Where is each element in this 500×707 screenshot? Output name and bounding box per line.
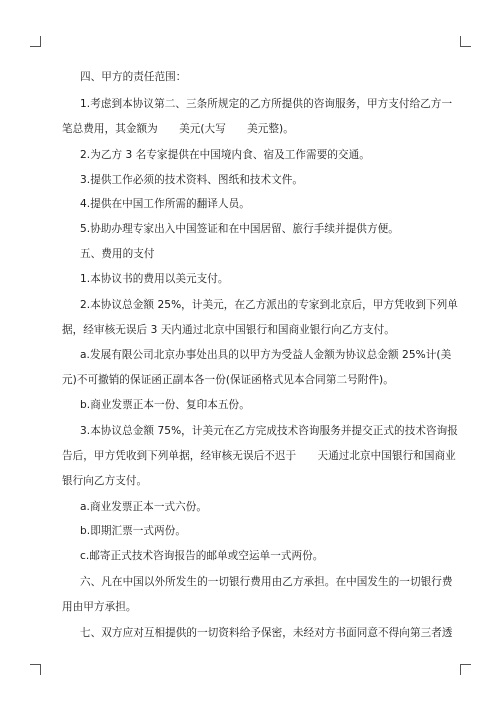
paragraph-line: 用由甲方承担。 xyxy=(62,601,137,613)
paragraph-line: 银行向乙方支付。 xyxy=(62,475,148,487)
crop-mark-top-right xyxy=(460,36,471,47)
paragraph-line: 2.为乙方 3 名专家提供在中国境内食、宿及工作需要的交通。 xyxy=(80,149,370,161)
section-heading-4: 四、甲方的责任范围： xyxy=(80,71,187,83)
paragraph-line: c.邮寄正式技术咨询报告的邮单或空运单一式两份。 xyxy=(80,550,324,562)
paragraph-line: b.商业发票正本一份、复印本五份。 xyxy=(80,399,250,411)
paragraph-line: 笔总费用，其金额为 美元(大写 美元整)。 xyxy=(62,123,294,135)
section-heading-5: 五、费用的支付 xyxy=(80,248,155,260)
paragraph-line: 1.本协议书的费用以美元支付。 xyxy=(80,273,229,285)
paragraph-line: 告后，甲方凭收到下列单据，经审核无误后不迟于 天通过北京中国银行和国商业 xyxy=(62,450,456,462)
crop-mark-bottom-left xyxy=(30,664,41,675)
crop-mark-bottom-right xyxy=(460,664,471,675)
paragraph-line: 5.协助办理专家出入中国签证和在中国居留、旅行手续并提供方便。 xyxy=(80,223,399,235)
section-heading-6: 六、凡在中国以外所发生的一切银行费用由乙方承担。在中国发生的一切银行费 xyxy=(80,576,453,588)
crop-mark-top-left xyxy=(30,36,41,47)
paragraph-line: a.商业发票正本一式六份。 xyxy=(80,501,208,513)
paragraph-line: 1.考虑到本协议第二、三条所规定的乙方所提供的咨询服务，甲方支付给乙方一 xyxy=(80,98,453,110)
paragraph-line: b.即期汇票一式两份。 xyxy=(80,525,186,537)
paragraph-line: a.发展有限公司北京办事处出具的以甲方为受益人金额为协议总金额 25%计(美 xyxy=(80,349,452,361)
section-heading-7: 七、双方应对互相提供的一切资料给予保密，未经对方书面同意不得向第三者透 xyxy=(80,627,453,639)
paragraph-line: 2.本协议总金额 25%，计美元，在乙方派出的专家到北京后，甲方凭收到下列单 xyxy=(80,299,458,311)
paragraph-line: 4.提供在中国工作所需的翻译人员。 xyxy=(80,198,250,210)
paragraph-line: 3.本协议总金额 75%，计美元在乙方完成技术咨询服务并提交正式的技术咨询报 xyxy=(80,425,458,437)
paragraph-line: 元)不可撤销的保证函正副本各一份(保证函格式见本合同第二号附件)。 xyxy=(62,374,394,386)
paragraph-line: 3.提供工作必须的技术资料、图纸和技术文件。 xyxy=(80,174,304,186)
paragraph-line: 据，经审核无误后 3 天内通过北京中国银行和国商业银行向乙方支付。 xyxy=(62,324,395,336)
